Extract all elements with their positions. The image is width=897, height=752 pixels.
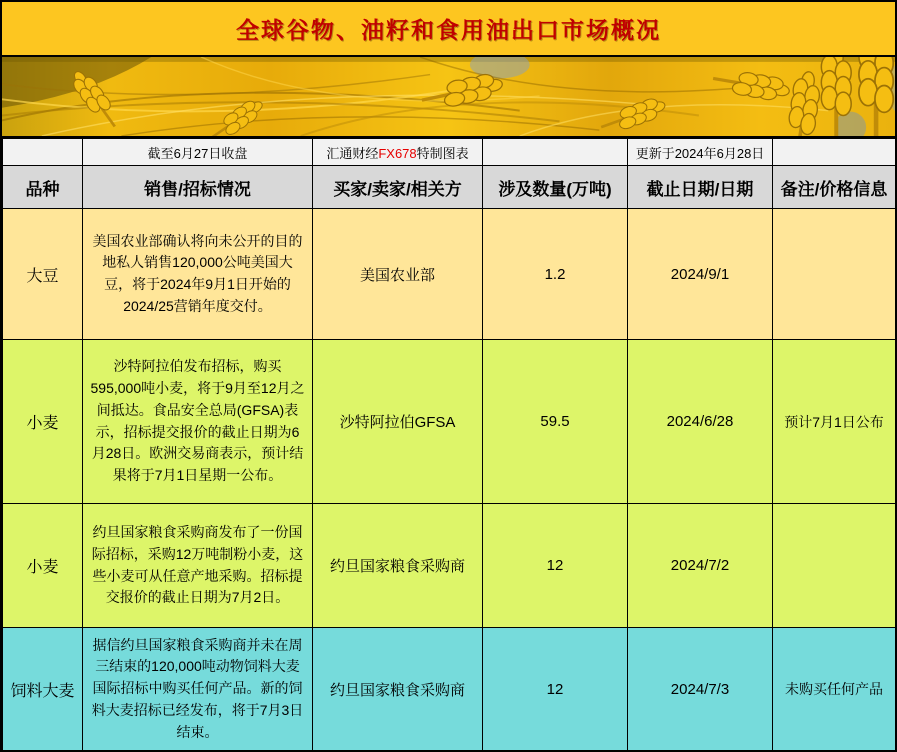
cell-quantity: 1.2 — [483, 209, 628, 340]
meta-empty-cell-2 — [483, 139, 628, 166]
title-bar — [2, 2, 895, 57]
page-title: 全球谷物、油籽和食用油出口市场概况 — [236, 17, 661, 43]
col-header-party: 买家/卖家/相关方 — [313, 166, 483, 209]
meta-as-of-cell: 截至6月27日收盘 — [83, 139, 313, 166]
cell-commodity: 小麦 — [3, 340, 83, 504]
cell-quantity: 12 — [483, 504, 628, 628]
col-header-date: 截止日期/日期 — [628, 166, 773, 209]
cell-party: 沙特阿拉伯GFSA — [313, 340, 483, 504]
cell-party: 约旦国家粮食采购商 — [313, 504, 483, 628]
meta-updated-cell: 更新于2024年6月28日 — [628, 139, 773, 166]
cell-party: 美国农业部 — [313, 209, 483, 340]
source-suffix: 特制图表 — [416, 145, 469, 161]
meta-source-cell — [313, 139, 483, 166]
cell-commodity: 饲料大麦 — [3, 628, 83, 751]
cell-note — [773, 209, 896, 340]
wheat-illustration — [2, 57, 895, 136]
market-table — [2, 138, 896, 751]
cell-details: 据信约旦国家粮食采购商并未在周三结束的120,000吨动物饲料大麦国际招标中购买任何产品。新的饲料大麦招标已经发布，将于7月3日结束。 — [83, 628, 313, 751]
table-row-soybean — [3, 209, 896, 340]
meta-empty-cell-1 — [3, 139, 83, 166]
wheat-banner-image — [2, 57, 895, 138]
cell-details: 约旦国家粮食采购商发布了一份国际招标，采购12万吨制粉小麦，这些小麦可从任意产地采购。招标提交报价的截止日期为7月2日。 — [83, 504, 313, 628]
meta-row — [3, 139, 896, 166]
source-brand: FX678 — [378, 145, 417, 161]
cell-date: 2024/7/2 — [628, 504, 773, 628]
cell-date: 2024/9/1 — [628, 209, 773, 340]
cell-commodity: 小麦 — [3, 504, 83, 628]
col-header-details: 销售/招标情况 — [83, 166, 313, 209]
cell-details: 沙特阿拉伯发布招标，购买595,000吨小麦，将于9月至12月之间抵达。食品安全总局(GFSA)表示，招标提交报价的截止日期为6月28日。欧洲交易商表示，预计结果将于7月1日星期一公布。 — [83, 340, 313, 504]
cell-party: 约旦国家粮食采购商 — [313, 628, 483, 751]
table-row-wheat-saudi — [3, 340, 896, 504]
cell-quantity: 12 — [483, 628, 628, 751]
col-header-note: 备注/价格信息 — [773, 166, 896, 209]
cell-note — [773, 504, 896, 628]
col-header-quantity: 涉及数量(万吨) — [483, 166, 628, 209]
header-row — [3, 166, 896, 209]
cell-date: 2024/7/3 — [628, 628, 773, 751]
cell-note: 预计7月1日公布 — [773, 340, 896, 504]
source-prefix: 汇通财经 — [326, 145, 379, 161]
meta-empty-cell-3 — [773, 139, 896, 166]
col-header-commodity: 品种 — [3, 166, 83, 209]
cell-quantity: 59.5 — [483, 340, 628, 504]
table-row-feed-barley — [3, 628, 896, 751]
cell-commodity: 大豆 — [3, 209, 83, 340]
cell-details: 美国农业部确认将向未公开的目的地私人销售120,000公吨美国大豆，将于2024年9月1日开始的2024/25营销年度交付。 — [83, 209, 313, 340]
cell-date: 2024/6/28 — [628, 340, 773, 504]
table-row-wheat-jordan — [3, 504, 896, 628]
cell-note: 未购买任何产品 — [773, 628, 896, 751]
